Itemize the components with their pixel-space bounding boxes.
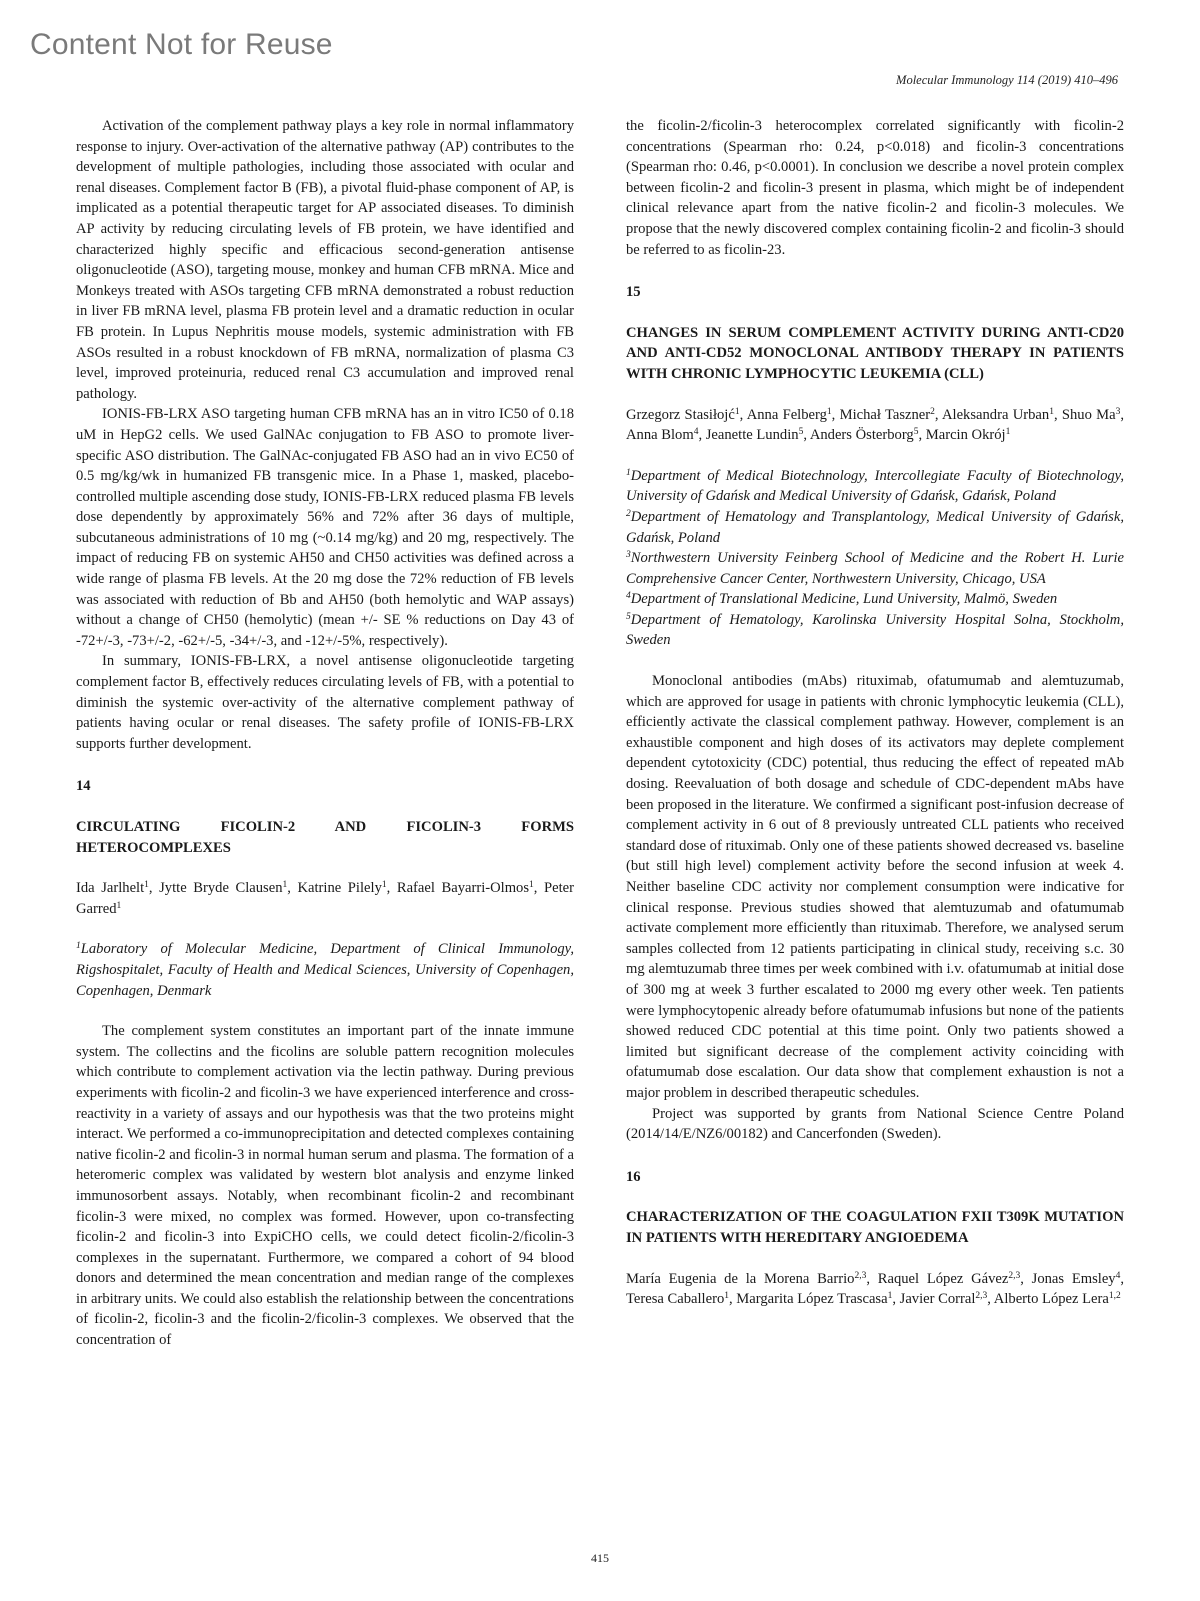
affiliation-text: Department of Hematology, Karolinska University Hospital Solna, Stockholm, Sweden [626,611,1124,649]
author-affiliation-marker: 1 [282,880,288,891]
funding-note: Project was supported by grants from National Science Centre Poland (2014/14/E/NZ6/00182) and Cancerfonden (Sweden). [626,1105,1124,1143]
intro-paragraph: Activation of the complement pathway plays a key role in normal inflammatory response to injury. Over-activation of the alternative pathway (AP) contributes to the development of multiple pathologies, including those associated with ocular and renal diseases. Complement factor B (FB), a pivotal fluid-phase component of AP, is implicated as a potential therapeutic target for AP associated diseases. To diminish AP activity by reducing circulating levels of FB protein, we have identified and characterized highly specific and efficacious second-generation antisense oligonucleotide (ASO), targeting mouse, monkey and human CFB mRNA. Mice and Monkeys treated with ASOs targeting CFB mRNA demonstrated a robust reduction in liver FB mRNA level, plasma FB protein level and a dramatic reduction in ocular FB protein. In Lupus Nephritis mouse models, systemic administration with FB ASOs resulted in a robust knockdown of FB mRNA, normalization of plasma C3 level, improved proteinuria, reduced renal C3 accumulation and improved renal pathology. [76,118,574,402]
author-name: Marcin Okrój [925,427,1006,444]
author-affiliation-marker: 1 [826,406,832,417]
author-name: Peter Garred [76,880,575,917]
abstract-body: The complement system constitutes an important part of the innate immune system. The collectins and the ficolins are soluble pattern recognition molecules which contribute to complement activation via the lectin pathway. During previous experiments with ficolin-2 and ficolin-3 we have experienced interference and cross-reactivity in a variety of assays and our hypothesis was that the two proteins might interact. We performed a co-immunoprecipitation and detected complexes containing native ficolin-2 and ficolin-3 in normal human serum and plasma. The formation of a heteromeric complex was validated by western blot analysis and enzyme linked immunosorbent assays. Notably, when recombinant ficolin-2 and recombinant ficolin-3 were mixed, no complex was formed. However, upon co-transfecting ficolin-2 and ficolin-3 into ExpiCHO cells, we could detect ficolin-2/ficolin-3 complexes in the supernatant. Furthermore, we compared a cohort of 94 blood donors and determined the mean concentration and median range of the complexes in arbitrary units. We could also establish the relationship between the concentrations of ficolin-2, ficolin-3 and the ficolin-2/ficolin-3 complexes. We observed that the concentration of [76,1023,574,1349]
author-affiliation-marker: 1 [734,406,740,417]
watermark: Content Not for Reuse [30,28,333,61]
author-name: Ida Jarlhelt [76,880,145,897]
left-column [76,116,574,1351]
author-affiliation-marker: 1 [1005,427,1011,438]
affiliation [626,507,1124,548]
affiliation [76,939,574,1001]
author-name: Jytte Bryde Clausen [159,880,283,897]
author-name: María Eugenia de la Morena Barrio [626,1270,855,1287]
affiliation-marker: 1 [76,941,81,952]
author-name: Katrine Pilely [297,880,382,897]
author-name: Aleksandra Urban [941,406,1050,423]
author-affiliation-marker: 2,3 [854,1270,867,1281]
author-affiliation-marker: 1 [724,1291,729,1302]
author-name: Anders Österborg [809,427,914,444]
abstract-number: 14 [76,778,91,795]
author-list: Grzegorz Stasiłojć$^1$, Anna Felberg$^1$, Michał Taszner$^2$, Aleksandra Urban$^1$, Shuo Ma$^3$, Anna Blom$^4$, Jeanette Lundin$^5$, Anders Österborg$^5$, Marcin Okrój$^1$ [626,406,1125,444]
author-name: Raquel López Gávez [877,1270,1009,1287]
author-name: Michał Taszner [839,406,931,423]
author-name: Shuo Ma [1061,406,1116,423]
affiliation-text: Department of Hematology and Transplantology, Medical University of Gdańsk, Gdańsk, Poland [626,508,1124,546]
author-name: Grzegorz Stasiłojć [626,406,735,423]
affiliation [626,548,1124,589]
author-affiliation-marker: 2,3 [975,1291,988,1302]
affiliation-marker: 4 [626,591,631,602]
author-list: María Eugenia de la Morena Barrio$^{2,3}$, Raquel López Gávez$^{2,3}$, Jonas Emsley$^4$, Teresa Caballero$^1$, Margarita López Trascasa$^1$, Javier Corral$^{2,3}$, Alberto López Lera$^{1,2}$ [626,1270,1125,1308]
affiliation [626,610,1124,651]
author-name: Rafael Bayarri-Olmos [396,880,530,897]
abstract-number: 15 [626,284,641,301]
affiliation-text: Northwestern University Feinberg School of Medicine and the Robert H. Lurie Comprehensive Cancer Center, Northwestern University, Chicago, USA [626,550,1124,587]
author-name: Margarita López Trascasa [736,1291,888,1308]
abstract-title: CHARACTERIZATION OF THE COAGULATION FXII T309K MUTATION IN PATIENTS WITH HEREDITARY ANGIOEDEMA [626,1209,1124,1246]
abstract-body: Monoclonal antibodies (mAbs) rituximab, ofatumumab and alemtuzumab, which are approved for usage in patients with chronic lymphocytic leukemia (CLL), efficiently activate the classical complement pathway. However, complement is an exhaustible component and high doses of its activators may deplete complement dependent cytotoxicity (CDC) potential, thus reducing the effect of repeated mAb dosing. Reevaluation of both dosage and schedule of CDC-dependent mAbs have been proposed in the literature. We confirmed a significant post-infusion decrease of complement activity in 6 out of 8 previously untreated CLL patients who received standard dose of rituximab. Only one of these patients showed decreased vs. baseline (but still high level) complement activity before the second infusion at week 4. Neither baseline CDC activity nor complement consumption were indicative for clinical response. Previous studies showed that alemtuzumab and ofatumumab activate complement more efficiently than rituximab. Therefore, we analysed serum samples collected from 12 patients participating in clinical study, receiving s.c. 30 mg alemtuzumab three times per week combined with i.v. ofatumumab at initial dose of 300 mg at week 3 further escalated to 2000 mg every other week. Ten patients were lymphocytopenic already before ofatumumab infusions but none of the patients showed reduced CDC potential at this time point. Only two patients showed a limited but significant decrease of the complement activity coinciding with ofatumumab dose escalation. Our data show that complement exhaustion is not a major problem in described therapeutic schedules. [626,673,1124,1101]
abstract-title: CIRCULATING FICOLIN-2 AND FICOLIN-3 FORMS HETEROCOMPLEXES [76,819,574,856]
abstract-title: CHANGES IN SERUM COMPLEMENT ACTIVITY DURING ANTI-CD20 AND ANTI-CD52 MONOCLONAL ANTIBODY THERAPY IN PATIENTS WITH CHRONIC LYMPHOCYTIC LEUKEMIA (CLL) [626,324,1124,382]
affiliation-text: Department of Medical Biotechnology, Intercollegiate Faculty of Biotechnology, University of Gdańsk and Medical University of Gdańsk, Gdańsk, Poland [626,467,1124,505]
affiliation-text: Laboratory of Molecular Medicine, Department of Clinical Immunology, Rigshospitalet, Faculty of Health and Medical Sciences, University of Copenhagen, Copenhagen, Denmark [76,941,574,999]
author-affiliation-marker: 5 [913,427,919,438]
author-affiliation-marker: 1 [116,900,122,911]
affiliation-list [76,939,574,1001]
abstract-number: 16 [626,1168,641,1185]
author-affiliation-marker: 1 [144,880,149,891]
author-list: Ida Jarlhelt$^1$, Jytte Bryde Clausen$^1$, Katrine Pilely$^1$, Rafael Bayarri-Olmos$^1$, Peter Garred$^1$ [76,880,575,917]
journal-header: Molecular Immunology 114 (2019) 410–496 [896,73,1118,87]
author-affiliation-marker: 1 [529,880,534,891]
author-name: Teresa Caballero [626,1291,725,1308]
author-affiliation-marker: 2,3 [1008,1270,1021,1281]
affiliation-marker: 3 [626,550,631,561]
author-affiliation-marker: 1 [381,880,387,891]
page-number: 415 [591,1551,609,1565]
author-affiliation-marker: 1,2 [1108,1291,1121,1302]
continued-paragraph: the ficolin-2/ficolin-3 heterocomplex correlated significantly with ficolin-2 concentrations (Spearman rho: 0.24, p<0.018) and ficolin-3 concentrations (Spearman rho: 0.46, p<0.0001). In conclusion we describe a novel protein complex between ficolin-2 and ficolin-3 present in plasma, which might be of independent clinical relevance apart from the native ficolin-2 and ficolin-3 molecules. We propose that the newly discovered complex containing ficolin-2 and ficolin-3 should be referred to as ficolin-23. [626,118,1124,258]
author-affiliation-marker: 1 [887,1291,893,1302]
affiliation-list [626,466,1124,651]
author-affiliation-marker: 3 [1115,406,1121,417]
affiliation-marker: 1 [626,467,631,478]
affiliation [626,589,1124,610]
author-affiliation-marker: 5 [798,427,804,438]
author-name: Anna Blom [626,427,694,444]
affiliation-marker: 5 [626,611,631,622]
author-name: Anna Felberg [746,406,827,423]
author-affiliation-marker: 2 [930,406,935,417]
author-affiliation-marker: 4 [1115,1270,1121,1281]
author-name: Jonas Emsley [1031,1270,1116,1287]
intro-paragraph: In summary, IONIS-FB-LRX, a novel antisense oligonucleotide targeting complement factor B, effectively reduces circulating levels of FB, with a potential to diminish the systemic over-activity of the alternative complement pathway of patients having ocular or renal diseases. The safety profile of IONIS-FB-LRX supports further development. [76,653,574,752]
affiliation-marker: 2 [626,508,631,519]
affiliation [626,466,1124,507]
author-name: Jeanette Lundin [705,427,799,444]
author-affiliation-marker: 1 [1049,406,1054,417]
author-affiliation-marker: 4 [693,427,699,438]
intro-paragraph: IONIS-FB-LRX ASO targeting human CFB mRNA has an in vitro IC50 of 0.18 uM in HepG2 cells. We used GalNAc conjugation to FB ASO to promote liver-specific ASO distribution. The GalNAc-conjugated FB ASO had an in vivo EC50 of 0.5 mg/kg/wk in humanized FB transgenic mice. In a Phase 1, masked, placebo-controlled multiple ascending dose study, IONIS-FB-LRX reduced plasma FB levels dose dependently by approximately 56% and 72% after 36 days of multiple, subcutaneous administrations of 10 mg (~0.14 mg/kg) and 20 mg, respectively. The impact of reducing FB on systemic AH50 and CH50 activities was defined across a wide range of plasma FB levels. At the 20 mg dose the 72% reduction of FB levels was associated with reduction of Bb and AH50 (both hemolytic and WAP assays) without a change of CH50 (hemolytic) (mean +/- SE % reductions on Day 43 of -72+/-3, -73+/-2, -62+/-5, -34+/-3, and -12+/-5%, respectively). [76,406,574,649]
author-name: Javier Corral [899,1291,976,1308]
affiliation-text: Department of Translational Medicine, Lund University, Malmö, Sweden [630,591,1058,608]
author-name: Alberto López Lera [993,1291,1109,1308]
right-column [626,116,1124,1330]
